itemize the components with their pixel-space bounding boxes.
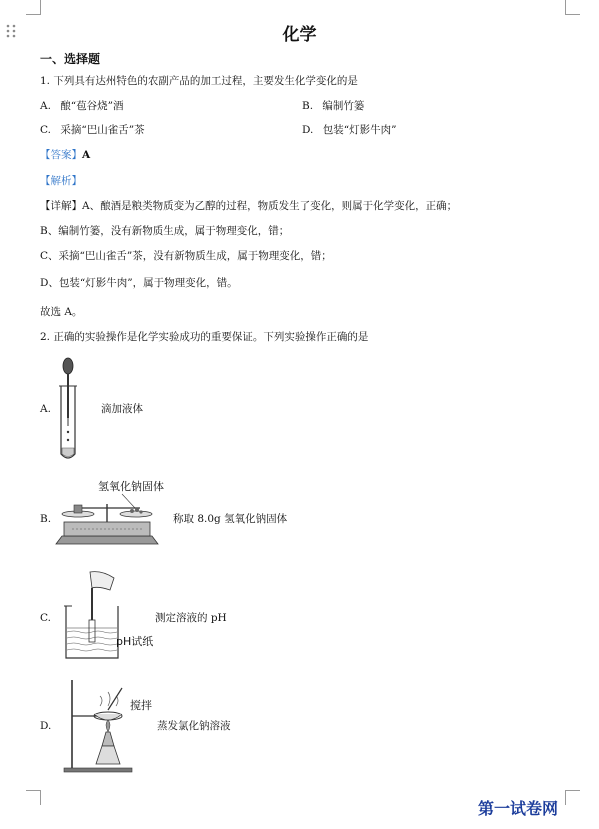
q1-stem: 1. 下列具有达州特色的农副产品的加工过程，主要发生化学变化的是	[40, 75, 358, 87]
balance-illustration	[52, 492, 162, 552]
balance-label: 氢氧化钠固体	[98, 480, 164, 493]
corner-mark-top-right	[565, 0, 580, 15]
dropper-test-tube-illustration	[55, 356, 95, 466]
option-text: 采摘“巴山雀舌”茶	[60, 124, 145, 136]
q2-option-a-letter: A.	[40, 403, 51, 415]
q2-option-d-letter: D.	[40, 720, 52, 732]
ph-test-illustration	[62, 570, 122, 662]
q1-option-b	[302, 99, 364, 113]
explain-line-2: B、编制竹篓，没有新物质生成，属于物理变化，错；	[40, 225, 290, 237]
evaporation-illustration	[62, 676, 134, 774]
option-letter: B.	[302, 100, 314, 112]
explain-line-1: 【详解】A、酿酒是粮类物质变为乙醇的过程，物质发生了变化，则属于化学变化，正确；	[40, 200, 458, 212]
corner-mark-bottom-left	[26, 790, 41, 805]
stir-label: 搅拌	[130, 699, 152, 712]
answer-line	[40, 148, 90, 162]
page-title: 化学	[282, 25, 317, 45]
q2-option-b-letter: B.	[40, 513, 52, 525]
corner-mark-bottom-right	[565, 790, 580, 805]
q2-option-a-caption: 滴加液体	[101, 403, 143, 415]
q2-option-c-caption: 测定溶液的 pH	[155, 612, 227, 624]
corner-mark-top-left	[26, 0, 41, 15]
watermark-logo: 第一试卷网	[478, 799, 559, 818]
ph-paper-label: pH试纸	[116, 635, 154, 648]
q2-stem: 2. 正确的实验操作是化学实验成功的重要保证。下列实验操作正确的是	[40, 331, 369, 343]
q2-option-d-caption: 蒸发氯化钠溶液	[157, 720, 231, 732]
q1-option-d	[302, 123, 396, 137]
explain-line-3: C、采摘“巴山雀舌”茶，没有新物质生成，属于物理变化，错；	[40, 250, 332, 262]
option-text: 酿“苞谷烧”酒	[60, 100, 124, 112]
option-text: 包装“灯影牛肉”	[322, 124, 397, 136]
conclusion: 故选 A。	[40, 306, 83, 318]
option-letter: D.	[302, 124, 314, 136]
q2-option-b-caption: 称取 8.0g 氢氧化钠固体	[173, 513, 288, 525]
analysis-tag: 【解析】	[40, 175, 82, 187]
section-heading: 一、选择题	[40, 52, 101, 66]
q1-option-c	[40, 123, 145, 137]
q1-option-a	[40, 99, 124, 113]
explain-line-4: D、包装“灯影牛肉”，属于物理变化，错。	[40, 277, 238, 289]
option-letter: C.	[40, 124, 51, 136]
option-text: 编制竹篓	[322, 100, 365, 112]
answer-value: A	[82, 149, 91, 161]
answer-tag: 【答案】	[40, 149, 82, 161]
q2-option-c-letter: C.	[40, 612, 51, 624]
option-letter: A.	[40, 100, 51, 112]
